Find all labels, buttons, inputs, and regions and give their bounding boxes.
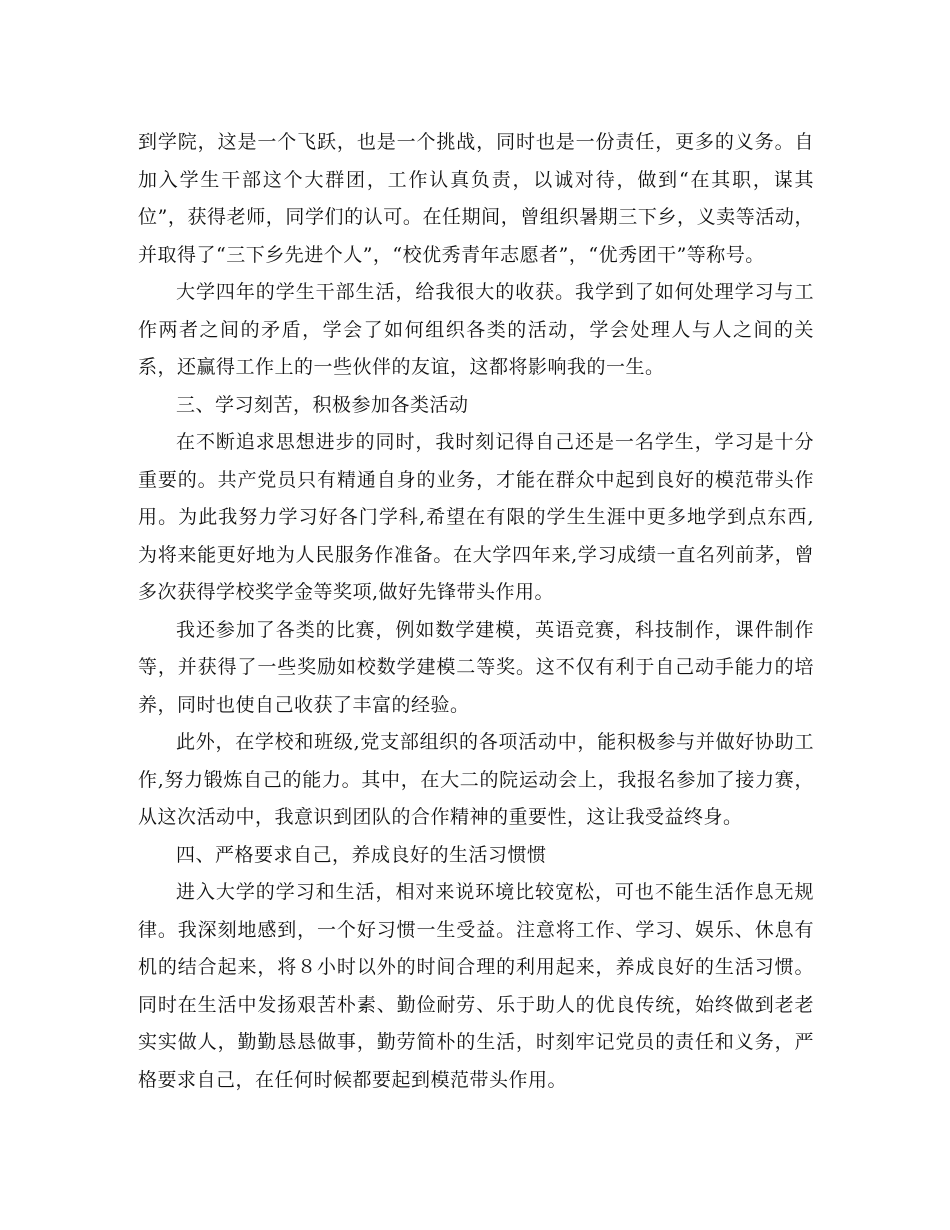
paragraph-activities: 此外，在学校和班级,党支部组织的各项活动中，能积极参与并做好协助工作,努力锻炼自己的能力。其中，在大二的院运动会上，我报名参加了接力赛，从这次活动中，我意识到团队的合作精神的重要性，这让我受益终身。 (138, 731, 814, 828)
section-heading-study: 三、学习刻苦，积极参加各类活动 (176, 393, 469, 416)
paragraph-continuation: 到学院，这是一个飞跃，也是一个挑战，同时也是一份责任，更多的义务。自加入学生干部这个大群团，工作认真负责，以诚对待，做到“在其职，谋其位”，获得老师，同学们的认可。在任期间，曾组织暑期三下乡，义卖等活动，并取得了“三下乡先进个人”，“校优秀青年志愿者”，“优秀团干”等称号。 (138, 131, 814, 266)
paragraph-study: 在不断追求思想进步的同时，我时刻记得自己还是一名学生，学习是十分重要的。共产党员只有精通自身的业务，才能在群众中起到良好的模范带头作用。为此我努力学习好各门学科,希望在有限的学生生涯中更多地学到点东西,为将来能更好地为人民服务作准备。在大学四年来,学习成绩一直名列前茅，曾多次获得学校奖学金等奖项,做好先锋带头作用。 (138, 431, 814, 603)
paragraph-student-cadre-harvest: 大学四年的学生干部生活，给我很大的收获。我学到了如何处理学习与工作两者之间的矛盾，学会了如何组织各类的活动，学会处理人与人之间的关系，还赢得工作上的一些伙伴的友谊，这都将影响我的一生。 (138, 281, 814, 378)
section-heading-habits: 四、严格要求自己，养成良好的生活习惯惯 (176, 843, 547, 866)
paragraph-habits: 进入大学的学习和生活，相对来说环境比较宽松，可也不能生活作息无规律。我深刻地感到，一个好习惯一生受益。注意将工作、学习、娱乐、休息有机的结合起来，将８小时以外的时间合理的利用起来，养成良好的生活习惯。同时在生活中发扬艰苦朴素、勤俭耐劳、乐于助人的优良传统，始终做到老老实实做人，勤勤恳恳做事，勤劳简朴的生活，时刻牢记党员的责任和义务，严格要求自己，在任何时候都要起到模范带头作用。 (138, 881, 814, 1091)
document-body (138, 124, 814, 1099)
paragraph-competitions: 我还参加了各类的比赛，例如数学建模，英语竞赛，科技制作，课件制作等，并获得了一些奖励如校数学建模二等奖。这不仅有利于自己动手能力的培养，同时也使自己收获了丰富的经验。 (138, 618, 814, 716)
